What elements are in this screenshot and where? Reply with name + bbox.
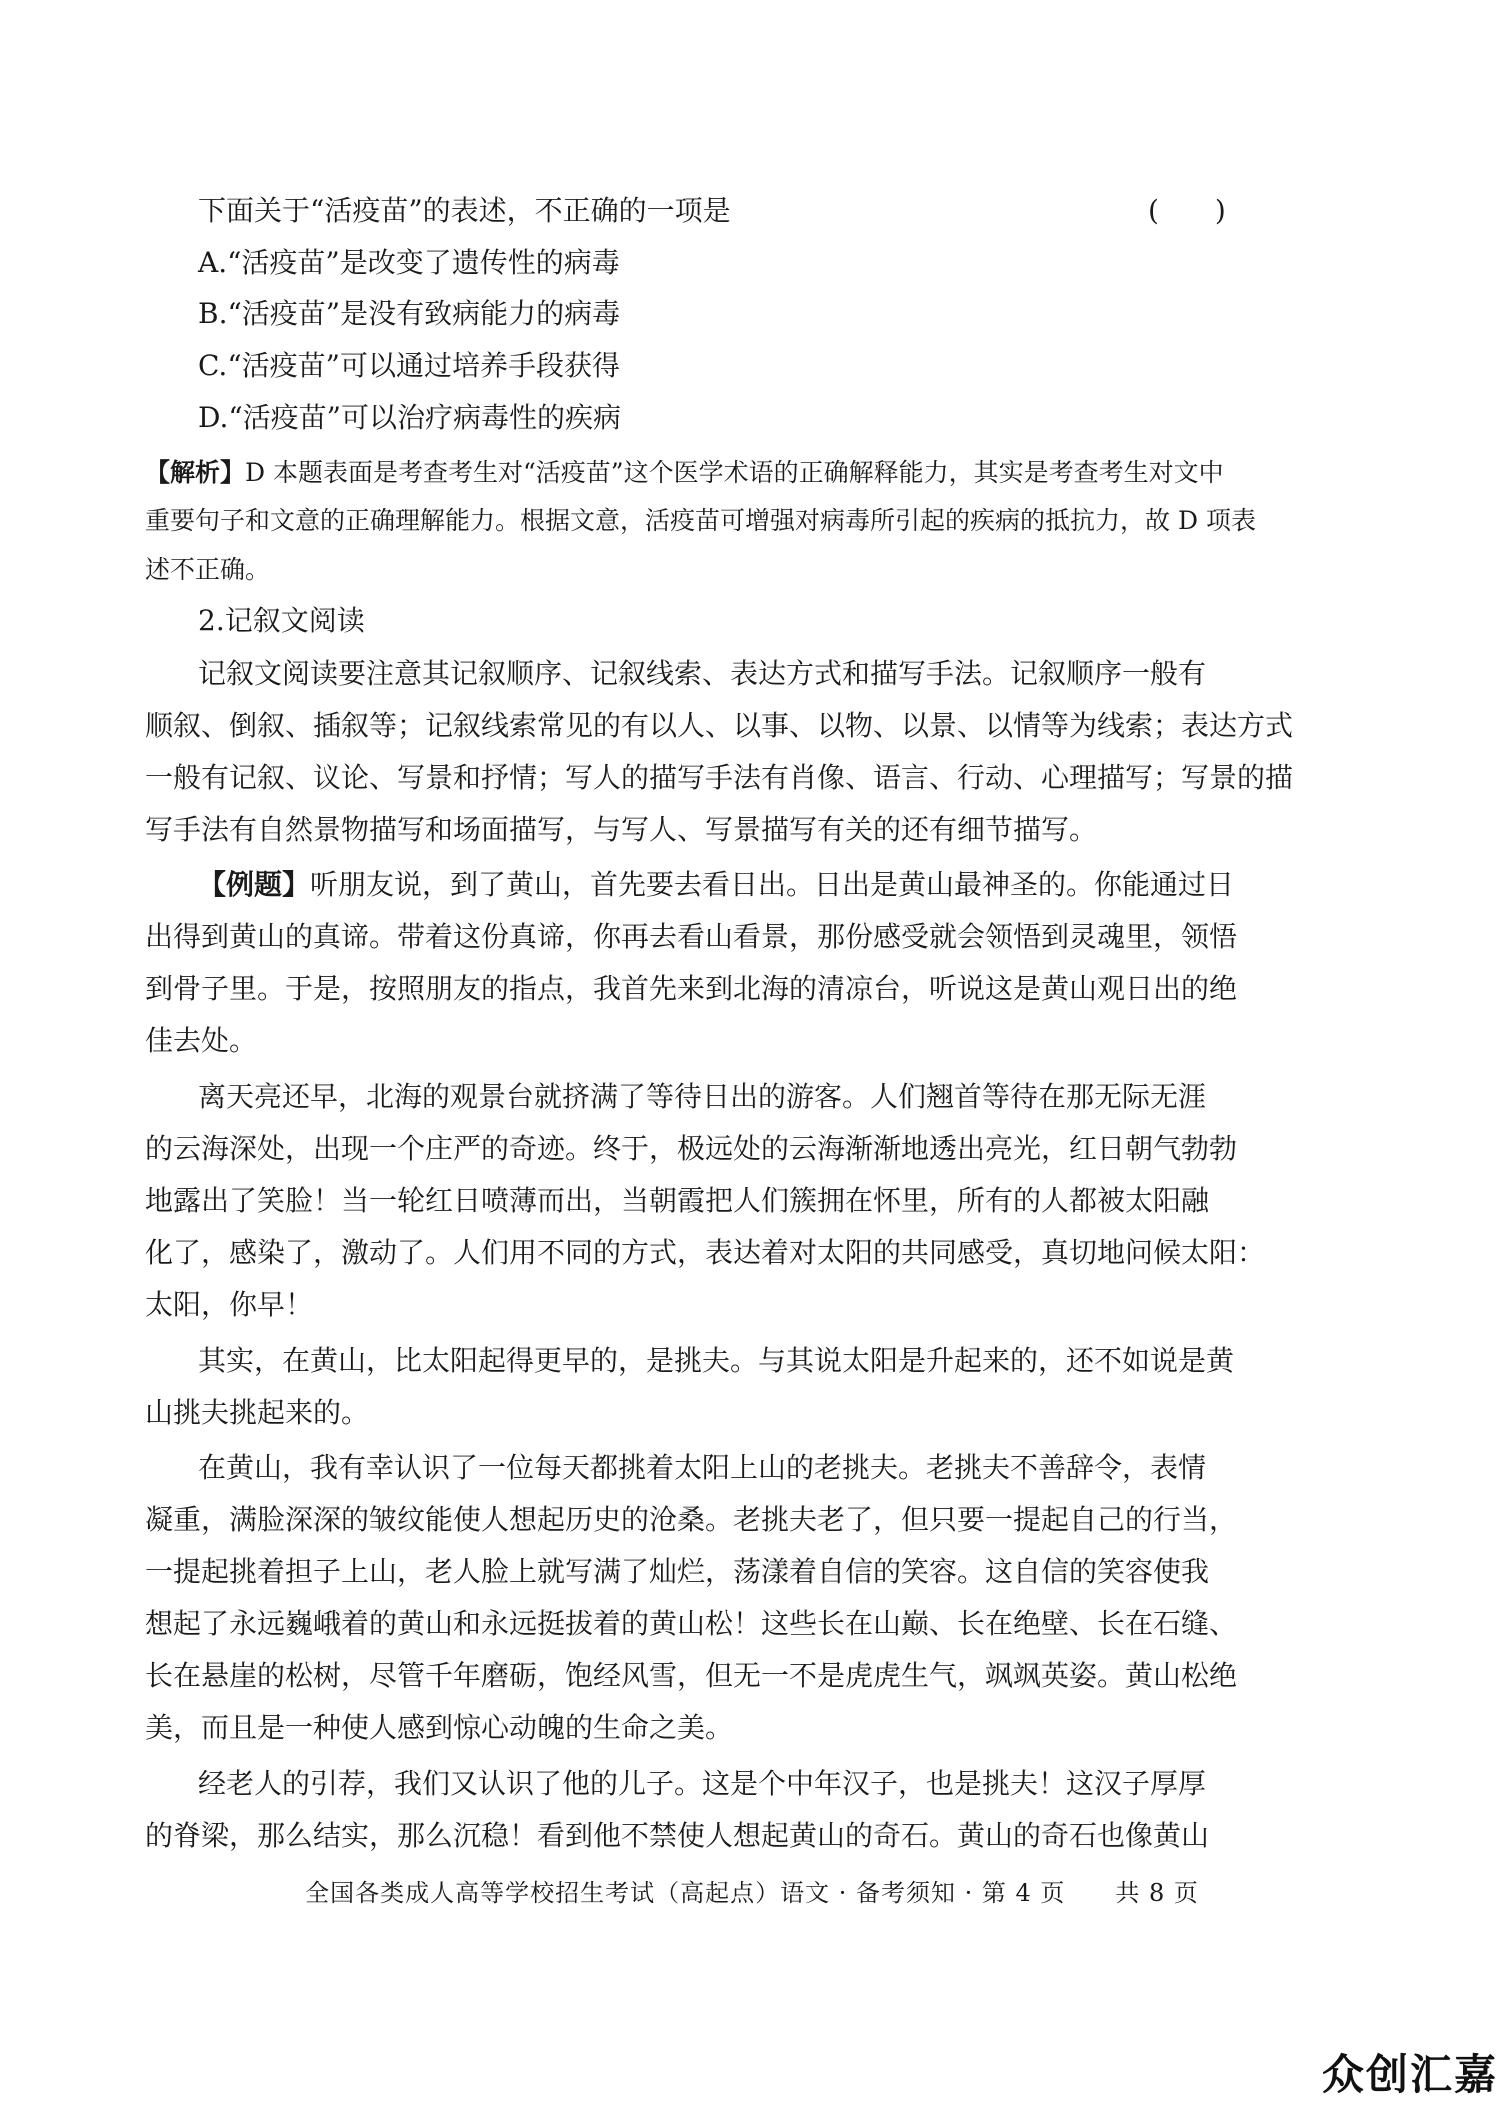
example-p3-line-2: 山挑夫挑起来的。: [145, 1396, 370, 1429]
option-b: B.“活疫苗”是没有致病能力的病毒: [198, 297, 621, 330]
example-p1-line-4: 佳去处。: [145, 1024, 258, 1057]
watermark-logo: 众创汇嘉: [1321, 2050, 1498, 2099]
section-heading: 2.记叙文阅读: [198, 604, 365, 637]
intro-line-3: 一般有记叙、议论、写景和抒情；写人的描写手法有肖像、语言、行动、心理描写；写景的描: [145, 761, 1294, 794]
example-p4-line-3: 一提起挑着担子上山，老人脸上就写满了灿烂，荡漾着自信的笑容。这自信的笑容使我: [145, 1555, 1210, 1588]
example-p5-line-1: 经老人的引荐，我们又认识了他的儿子。这是个中年汉子，也是挑夫！这汉子厚厚: [198, 1767, 1207, 1800]
example-p3-line-1: 其实，在黄山，比太阳起得更早的，是挑夫。与其说太阳是升起来的，还不如说是黄: [198, 1344, 1235, 1377]
example-p4-line-4: 想起了永远巍峨着的黄山和永远挺拔着的黄山松！这些长在山巅、长在绝壁、长在石缝、: [145, 1607, 1238, 1640]
option-d: D.“活疫苗”可以治疗病毒性的疾病: [198, 401, 621, 434]
example-tag: 【例题】: [198, 868, 311, 901]
analysis-line-2: 重要句子和文意的正确理解能力。根据文意，活疫苗可增强对病毒所引起的疾病的抵抗力，故 D 项表: [145, 506, 1256, 535]
example-p2-line-1: 离天亮还早，北海的观景台就挤满了等待日出的游客。人们翘首等待在那无际无涯: [198, 1080, 1207, 1113]
answer-bracket: ( ): [1148, 194, 1226, 227]
example-p1-line-1: 【例题】听朋友说，到了黄山，首先要去看日出。日出是黄山最神圣的。你能通过日: [198, 868, 1235, 901]
intro-line-2: 顺叙、倒叙、插叙等；记叙线索常见的有以人、以事、以物、以景、以情等为线索；表达方式: [145, 709, 1294, 742]
example-p4-line-5: 长在悬崖的松树，尽管千年磨砺，饱经风雪，但无一不是虎虎生气，飒飒英姿。黄山松绝: [145, 1659, 1238, 1692]
example-p2-line-2: 的云海深处，出现一个庄严的奇迹。终于，极远处的云海渐渐地透出亮光，红日朝气勃勃: [145, 1132, 1238, 1165]
example-p4-line-1: 在黄山，我有幸认识了一位每天都挑着太阳上山的老挑夫。老挑夫不善辞令，表情: [198, 1451, 1207, 1484]
example-p1-line-3: 到骨子里。于是，按照朋友的指点，我首先来到北海的清凉台，听说这是黄山观日出的绝: [145, 972, 1238, 1005]
example-p2-line-4: 化了，感染了，激动了。人们用不同的方式，表达着对太阳的共同感受，真切地问候太阳：: [145, 1236, 1266, 1269]
example-p1-line-2: 出得到黄山的真谛。带着这份真谛，你再去看山看景，那份感受就会领悟到灵魂里，领悟: [145, 920, 1238, 953]
option-c: C.“活疫苗”可以通过培养手段获得: [198, 349, 620, 382]
example-p4-line-2: 凝重，满脸深深的皱纹能使人想起历史的沧桑。老挑夫老了，但只要一提起自己的行当，: [145, 1503, 1238, 1536]
intro-line-1: 记叙文阅读要注意其记叙顺序、记叙线索、表达方式和描写手法。记叙顺序一般有: [198, 657, 1207, 690]
example-p4-line-6: 美，而且是一种使人感到惊心动魄的生命之美。: [145, 1711, 734, 1744]
question-stem: 下面关于“活疫苗”的表述，不正确的一项是: [198, 194, 731, 227]
example-p5-line-2: 的脊梁，那么结实，那么沉稳！看到他不禁使人想起黄山的奇石。黄山的奇石也像黄山: [145, 1819, 1210, 1852]
example-p2-line-5: 太阳，你早！: [145, 1288, 314, 1321]
analysis-line-3: 述不正确。: [145, 555, 271, 584]
example-p2-line-3: 地露出了笑脸！当一轮红日喷薄而出，当朝霞把人们簇拥在怀里，所有的人都被太阳融: [145, 1184, 1210, 1217]
page-footer: 全国各类成人高等学校招生考试（高起点）语文 · 备考须知 · 第 4 页 共 8 页: [305, 1879, 1199, 1907]
option-a: A.“活疫苗”是改变了遗传性的病毒: [198, 246, 620, 279]
intro-line-4: 写手法有自然景物描写和场面描写，与写人、写景描写有关的还有细节描写。: [145, 813, 1098, 846]
analysis-tag: 【解析】: [145, 458, 246, 487]
analysis-line-1: 【解析】D 本题表面是考查考生对“活疫苗”这个医学术语的正确解释能力，其实是考查考生对文中: [145, 458, 1224, 487]
